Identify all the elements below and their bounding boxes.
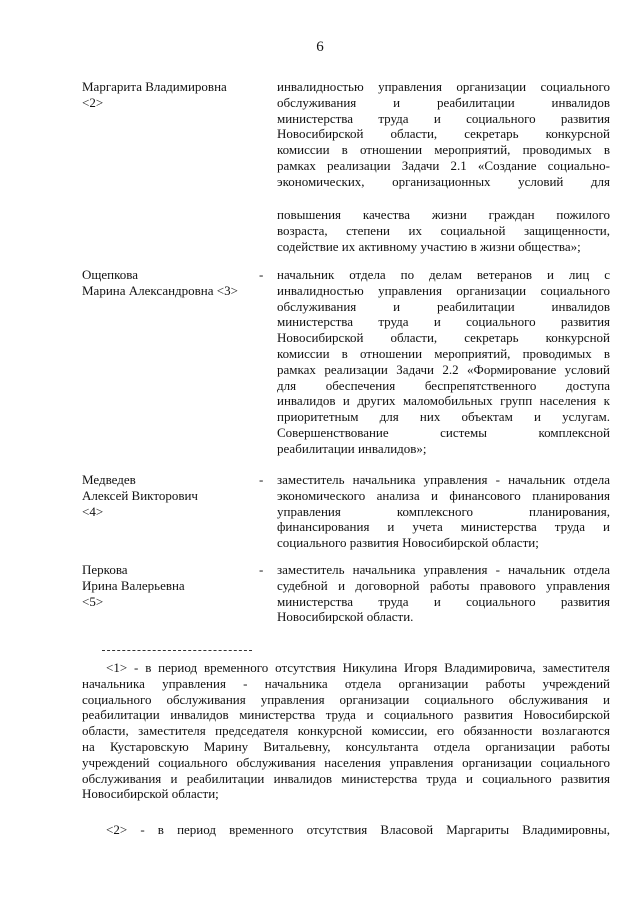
member-description: инвалидностью управления организации социального обслуживания и реабилитации инвалидов министерства труда и социального развития Новосибирской области, секретарь конкурсной комиссии в отношении мероприятий, проводимых в рамках реализации Задачи 2.1 «Создание социально- экономических, организационных условий для — [277, 79, 610, 189]
member-description: начальник отдела по делам ветеранов и лиц с инвалидностью управления организации социального обслуживания и реабилитации инвалидов министерства труда и социального развития Новосибирской области, секретарь конкурсной комиссии в отношении мероприятий, проводимых в рамках реализации Задачи 2.2 «Формирование условий для обеспечения беспрепятственного доступа инвалидов и других маломобильных групп населения к приоритетным для них объектам и услугам. Совершенствование системы комплексной реабилитации инвалидов»; — [277, 267, 610, 456]
page-number: 6 — [316, 39, 324, 55]
member-description: заместитель начальника управления - начальник отдела экономического анализа и финансового планирования управления комплексного планирования, финансирования и учета министерства труда и социального развития Новосибирской области; — [277, 472, 610, 551]
member-name: Перкова Ирина Валерьевна <5> — [82, 562, 185, 609]
member-description: повышения качества жизни граждан пожилого возраста, степени их социальной защищенности, содействие их активному участию в жизни общества»; — [277, 207, 610, 254]
footnote: <1> - в период временного отсутствия Никулина Игоря Владимировича, заместителя начальника управления - начальника отдела организации работы учреждений социального обслуживания управления организации социального обслуживания и реабилитации инвалидов министерства труда и социального развития Новосибирской области, заместителя председателя конкурсной комиссии, его обязанности возлагаются на Кустаровскую Марину Витальевну, консультанта отдела организации работы учреждений социального обслуживания населения управления организации социального обслуживания и реабилитации инвалидов министерства труда и социального развития Новосибирской области; — [82, 660, 610, 802]
footnote-separator — [102, 650, 252, 651]
member-name: Медведев Алексей Викторович <4> — [82, 472, 198, 519]
footnote: <2> - в период временного отсутствия Власовой Маргариты Владимировны, — [106, 822, 610, 837]
member-name: Маргарита Владимировна <2> — [82, 79, 227, 110]
member-description: заместитель начальника управления - начальник отдела судебной и договорной работы правового управления министерства труда и социального развития Новосибирской области. — [277, 562, 610, 625]
separator-dash: - — [259, 267, 264, 282]
member-name: Ощепкова Марина Александровна <3> — [82, 267, 238, 298]
separator-dash: - — [259, 562, 264, 577]
separator-dash: - — [259, 472, 264, 487]
